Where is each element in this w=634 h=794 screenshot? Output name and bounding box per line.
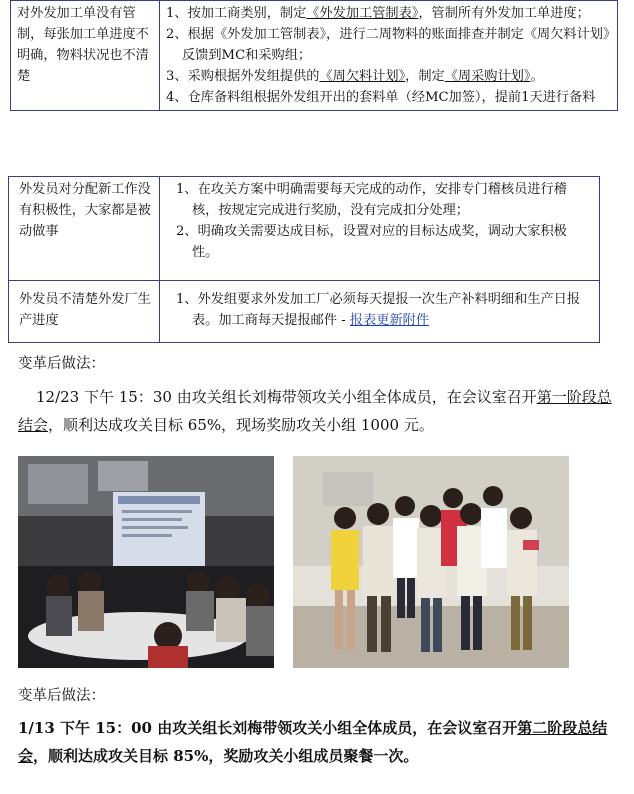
action-item-2: 2、明确攻关需要达成目标，设置对应的目标达成奖，调动大家积极性。 — [176, 224, 567, 260]
action-item-3: 3、采购根据外发组提供的《周欠料计划》，制定《周采购计划》。 — [166, 69, 544, 84]
section-paragraph: 12/23 下午 15：30 由攻关组长刘梅带领攻关小组全体成员，在会议室召开第一阶段总结会，顺利达成攻关目标 65%，现场奖励攻关小组 1000 元。 — [18, 388, 612, 434]
action-item-1: 1、在攻关方案中明确需要每天完成的动作，安排专门稽核员进行稽核，按规定完成进行奖励，没有完成扣分处理； — [176, 182, 567, 218]
problem-cell: 对外发加工单没有管制，每张加工单进度不明确，物料状况也不清楚 — [11, 1, 160, 111]
actions-cell — [160, 177, 600, 281]
action-item-1: 1、按加工商类别，制定《外发加工管制表》，管制所有外发加工单进度； — [166, 6, 590, 21]
report-update-attachment-link[interactable]: 报表更新附件 — [349, 313, 430, 328]
problem-cell: 外发员不清楚外发厂生产进度 — [9, 281, 160, 343]
actions-cell — [160, 1, 618, 111]
table-row — [11, 1, 618, 111]
section-paragraph: 1/13 下午 15：00 由攻关组长刘梅带领攻关小组全体成员，在会议室召开第二阶段总结会，顺利达成攻关目标 85%，奖励攻关小组成员聚餐一次。 — [18, 719, 608, 765]
outsourcing-table-2 — [8, 176, 600, 343]
meeting-room-photo — [18, 456, 274, 668]
table-row — [9, 177, 600, 281]
group-photo — [293, 456, 569, 668]
problem-cell: 外发员对分配新工作没有积极性，大家都是被动做事 — [9, 177, 160, 281]
outsourcing-table-1 — [10, 0, 618, 111]
table-row — [9, 281, 600, 343]
actions-cell — [160, 281, 600, 343]
section-heading: 变革后做法： — [18, 356, 105, 372]
action-item-2: 2、根据《外发加工管制表》，进行二周物料的账面排查并制定《周欠料计划》反馈到MC和采购组； — [166, 27, 610, 63]
section-heading: 变革后做法： — [18, 688, 105, 704]
action-item-1: 1、外发组要求外发加工厂必须每天提报一次生产补料明细和生产日报表。加工商每天提报邮件 - 报表更新附件 — [176, 292, 581, 328]
action-item-4: 4、仓库备料组根据外发组开出的套料单（经MC加签），提前1天进行备料 — [166, 90, 596, 105]
